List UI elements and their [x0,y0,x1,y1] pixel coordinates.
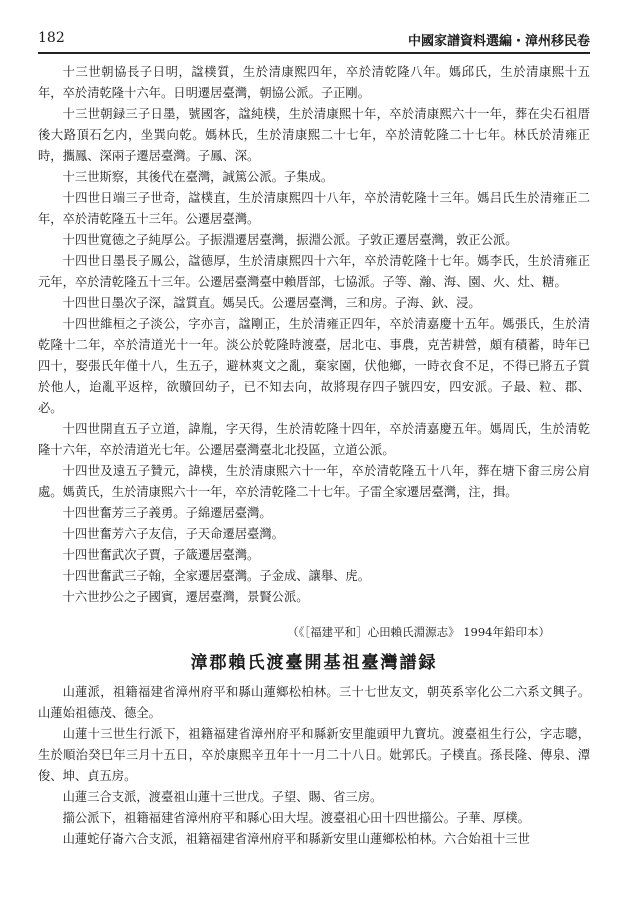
genealogy-entry: 十四世奮芳六子友信，子天命遷居臺灣。 [62,527,284,541]
genealogy-entry: 十四世日墨次子深，諡質直。媽吴氏。公遷居臺灣，三和房。子海、鈥、浸。 [62,296,481,310]
genealogy-entry: 山蓮三合支派，渡臺祖山蓮十三世戊。子望、賜、省三房。 [62,790,383,804]
genealogy-entry: 十四世日墨長子鳳公，諡德厚，生於清康熙四十六年，卒於清乾隆十七年。媽李氏，生於清雍正元年，卒於清乾隆五十三年。公遷居臺灣臺中賴厝部，七協派。子等、瀚、海、園、火、灶、糖。 [38,254,590,289]
genealogy-entry: 十四世奮芳三子義勇。子綿遷居臺灣。 [62,506,272,520]
genealogy-entry: 十四世開直五子立道，諱胤，字天得，生於清乾隆十四年，卒於清嘉慶五年。媽周氏，生於清乾隆十六年，卒於清道光七年。公遷居臺灣臺北北投區，立道公派。 [38,422,590,457]
genealogy-entry: 十四世寬德之子純厚公。子振淵遷居臺灣，振淵公派。子敦正遷居臺灣，敦正公派。 [62,233,518,247]
page-header [38,30,590,52]
source-citation: （《［福建平和］心田賴氏淵源志》 1994年鉛印本） [287,625,550,639]
genealogy-entry: 十六世抄公之子國賓，遷居臺灣，景賢公派。 [62,590,309,604]
genealogy-entry: 十四世維桓之子淡公，字亦言，諡剛正，生於清雍正四年，卒於清嘉慶十五年。媽張氏，生於清乾隆十二年，卒於清道光十一年。淡公於乾隆時渡臺，居北屯、事農，克苦耕營，頗有積蓄，時年已四十，娶張氏年僅十八，生五子，避林爽文之亂，棄家園，伏他鄉，一時衣食不足，不得已將五子質於他人，迨亂平返梓，欲贖回幼子，已不知去向，故將現存四子號四安，四安派。子最、粒、郡、必。 [38,317,590,415]
header-rule [38,52,590,54]
genealogy-entry: 十四世奮武次子賈，子箴遷居臺灣。 [62,548,260,562]
genealogy-entry: 十四世奮武三子翰，全家遷居臺灣。子金成、讓舉、虎。 [62,569,371,583]
genealogy-entry: 山蓮十三世生行派下，祖籍福建省漳州府平和縣新安里龍頭甲九寶坑。渡臺祖生行公，字志聰，生於順治癸巳年三月十五日，卒於康熙辛丑年十一月二十八日。妣郭氏。子樸直。孫長隆、傳泉、潭俊、坤、貞五房。 [38,727,590,783]
genealogy-entry: 十三世朝協長子日明，諡樸質，生於清康熙四年，卒於清乾隆八年。媽邱氏，生於清康熙十五年，卒於清乾隆十六年。日明遷居臺灣，朝協公派。子正剛。 [38,65,590,100]
genealogy-entry: 山蓮蛇仔崙六合支派，祖籍福建省漳州府平和縣新安里山蓮鄉松柏林。六合始祖十三世 [62,832,530,846]
genealogy-entry: 十四世日端三子世奇，諡樸直，生於清康熙四十八年，卒於清乾隆十三年。媽吕氏生於清雍正二年，卒於清乾隆五十三年。公遷居臺灣。 [38,191,590,226]
genealogy-entry: 十三世朝録三子日墨，號國客，諡純樸，生於清康熙十年，卒於清康熙六十一年，葬在尖石祖厝後大路頂石乞内，坐巽向乾。媽林氏，生於清康熙二十七年，卒於清乾隆二十七年。林氏於清雍正時，攜鳳、深兩子遷居臺灣。子鳳、深。 [38,107,590,163]
page-number: 182 [38,30,65,46]
genealogy-entry: 十四世及遠五子贊元，諱樸，生於清康熙六十一年，卒於清乾隆五十八年，葬在塘下畬三房公肩處。媽黄氏，生於清康熙六十一年，卒於清乾隆二十七年。子雷全家遷居臺灣，注，揖。 [38,464,590,499]
document-body [38,62,590,850]
genealogy-entry: 十三世斯察，其後代在臺灣，誠篤公派。子集成。 [62,170,334,184]
running-title: 中國家譜資料選編・漳州移民卷 [407,34,590,49]
genealogy-entry: 擶公派下，祖籍福建省漳州府平和縣心田大埕。渡臺祖心田十四世擶公。子華、厚樸。 [62,811,530,825]
section-title: 漳郡賴氏渡臺開基祖臺灣譜録 [190,653,438,673]
genealogy-entry: 山蓮派，祖籍福建省漳州府平和縣山蓮鄉松柏林。三十七世友文，朝英系宰化公二六系文興子。山蓮始祖德茂、德全。 [38,685,590,720]
